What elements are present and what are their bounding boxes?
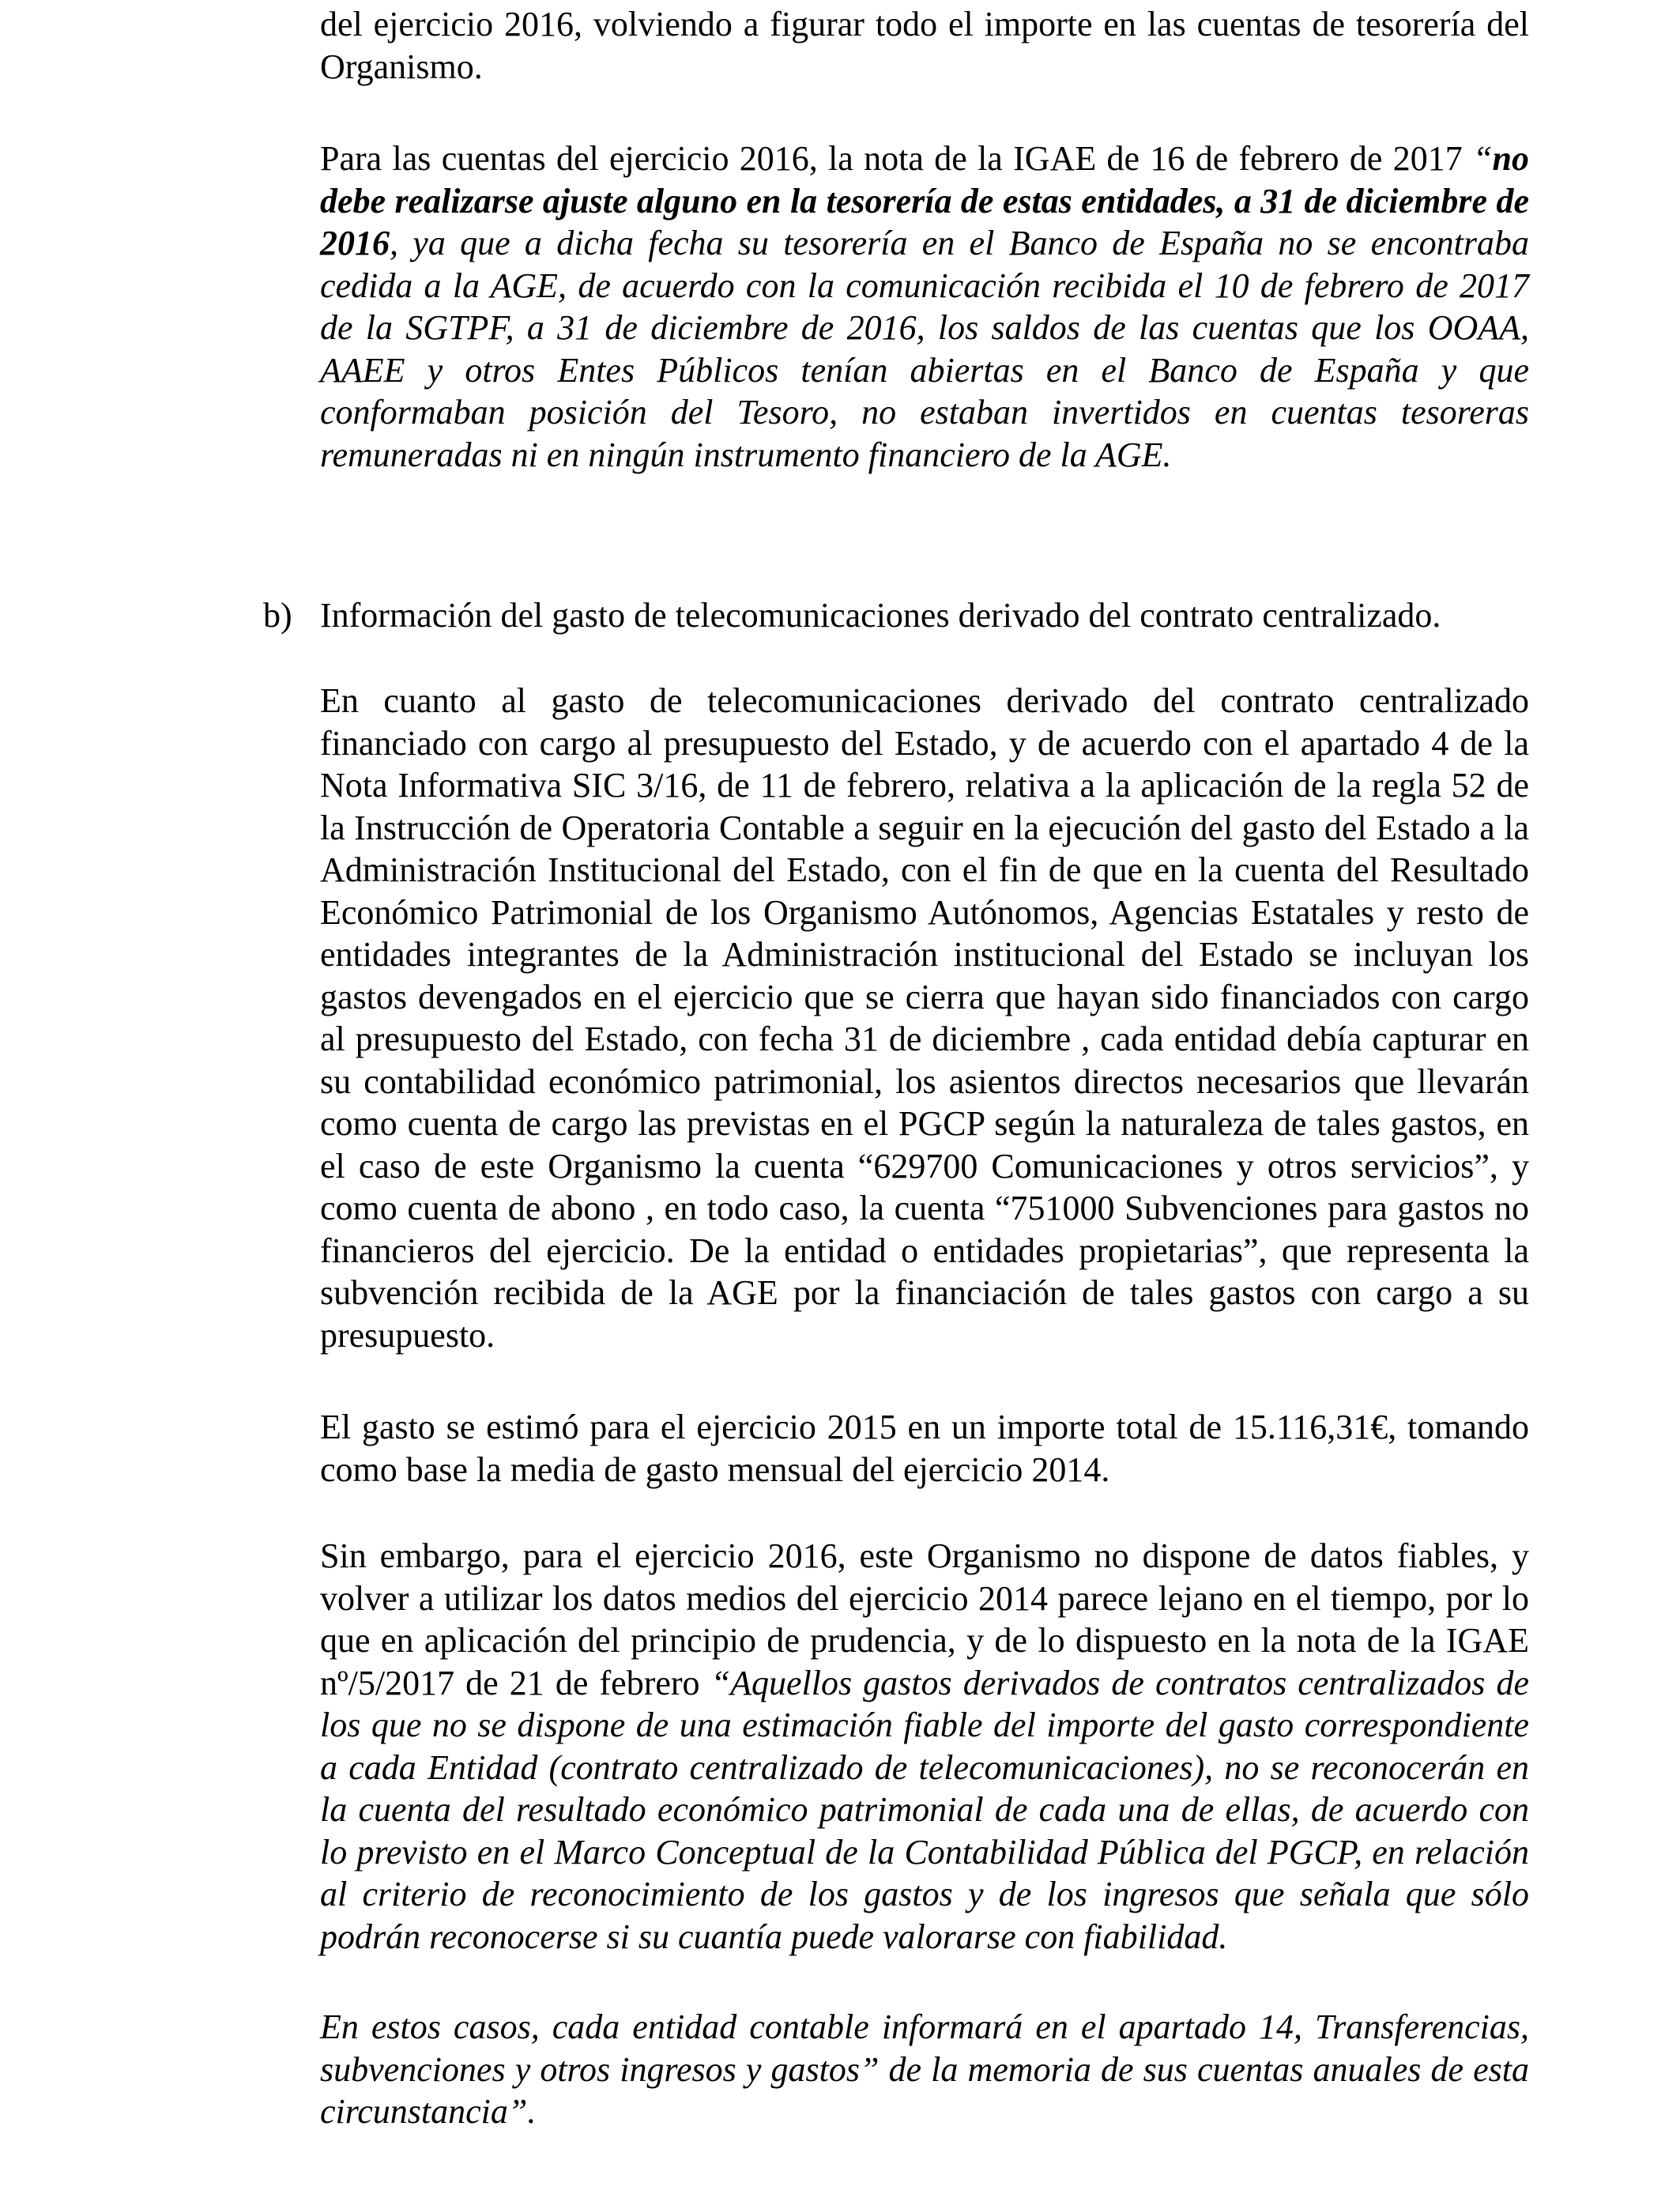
paragraph-text: del ejercicio 2016, volviendo a figurar todo el importe en las cuentas de tesorería del Organismo. xyxy=(320,5,1529,86)
bold-quote-text: no debe realizarse ajuste alguno en la tesorería de estas entidades, a 31 de diciembre de 2016 xyxy=(320,139,1529,262)
paragraph-continuation xyxy=(320,3,1529,88)
italic-quote-text: , ya que a dicha fecha su tesorería en el Banco de España no se encontraba cedida a la AGE, de acuerdo con la comunicación recibida el 10 de febrero de 2017 de la SGTPF, a 31 de diciembre de 2016, los saldos de las cuentas que los OOAA, AAEE y otros Entes Públicos tenían abiertas en el Banco de España y que conformaban posición del Tesoro, no estaban invertidos en cuentas tesoreras remuneradas ni en ningún instrumento financiero de la AGE. xyxy=(320,224,1529,474)
paragraph-prudence-principle xyxy=(320,1535,1529,1958)
paragraph-lead-text: Para las cuentas del ejercicio 2016, la nota de la IGAE de 16 de febrero de 2017 xyxy=(320,139,1474,178)
paragraph-lead-text: Sin embargo, para el ejercicio 2016, este Organismo no dispone de datos fiables, y volver a utilizar los datos medios del ejercicio 2014 parece lejano en el tiempo, por lo que en aplicación del principio de prudencia, y de lo dispuesto en la nota de la IGAE nº/5/2017 de 21 de febrero xyxy=(320,1536,1529,1702)
paragraph-text: El gasto se estimó para el ejercicio 2015 en un importe total de 15.116,31€, tomando como base la media de gasto mensual del ejercicio 2014. xyxy=(320,1408,1529,1489)
italic-quote-text: “Aquellos gastos derivados de contratos centralizados de los que no se dispone de una estimación fiable del importe del gasto correspondiente a cada Entidad (contrato centralizado de telecomunicaciones), no se reconocerán en la cuenta del resultado económico patrimonial de cada una de ellas, de acuerdo con lo previsto en el Marco Conceptual de la Contabilidad Pública del PGCP, en relación al criterio de reconocimiento de los gastos y de los ingresos que señala que sólo podrán reconocerse si su cuantía puede valorarse con fiabilidad. xyxy=(320,1663,1529,1956)
italic-quote-text: En estos casos, cada entidad contable informará en el apartado 14, Transferencias, subvenciones y otros ingresos y gastos” de la memoria de sus cuentas anuales de esta circunstancia”. xyxy=(320,2007,1529,2131)
paragraph-igae-note xyxy=(320,138,1529,476)
section-b-marker: b) xyxy=(263,596,292,635)
paragraph-expense-estimate xyxy=(320,1406,1529,1491)
opening-quote: “ xyxy=(1473,139,1493,178)
paragraph-text: En cuanto al gasto de telecomunicaciones derivado del contrato centralizado financiado con cargo al presupuesto del Estado, y de acuerdo con el apartado 4 de la Nota Informativa SIC 3/16, de 11 de febrero, relativa a la aplicación de la regla 52 de la Instrucción de Operatoria Contable a seguir en la ejecución del gasto del Estado a la Administración Institucional del Estado, con el fin de que en la cuenta del Resultado Económico Patrimonial de los Organismo Autónomos, Agencias Estatales y resto de entidades integrantes de la Administración institucional del Estado se incluyan los gastos devengados en el ejercicio que se cierra que hayan sido financiados con cargo al presupuesto del Estado, con fecha 31 de diciembre , cada entidad debía capturar en su contabilidad económico patrimonial, los asientos directos necesarios que llevarán como cuenta de cargo las previstas en el PGCP según la naturaleza de tales gastos, en el caso de este Organismo la cuenta “629700 Comunicaciones y otros servicios”, y como cuenta de abono , en todo caso, la cuenta “751000 Subvenciones para gastos no financieros del ejercicio. De la entidad o entidades propietarias”, que representa la subvención recibida de la AGE por la financiación de tales gastos con cargo a su presupuesto. xyxy=(320,681,1529,1355)
section-b-heading xyxy=(320,594,1529,637)
paragraph-memory-note xyxy=(320,2006,1529,2133)
paragraph-telecom-expense xyxy=(320,680,1529,1356)
section-heading-text: Información del gasto de telecomunicaciones derivado del contrato centralizado. xyxy=(320,596,1441,635)
